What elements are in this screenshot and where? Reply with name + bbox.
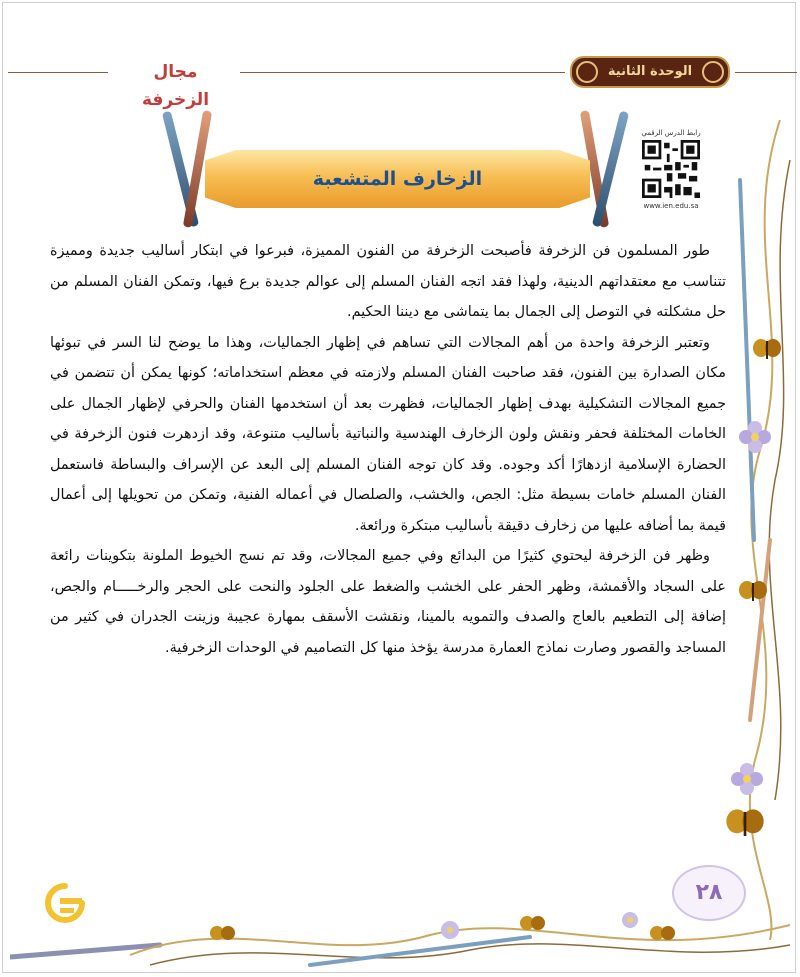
butterfly-icon <box>725 808 765 840</box>
logo-icon <box>42 880 88 926</box>
paragraph: طور المسلمون فن الزخرفة فأصبحت الزخرفة من الفنون المميزة، فبرعوا في ابتكار أساليب جديدة ومميزة تتناسب مع معتقداتهم الدينية، ولهذا فقد اتجه الفنان المسلم إلى عوالم جديدة برع فيها، وتمكن الفنان المسلم من حل مشكلته في التوصل إلى الجمال بما يتماشى مع ديننا الحكيم. <box>50 243 726 320</box>
qr-url[interactable]: www.ien.edu.sa <box>643 202 699 210</box>
lesson-body <box>50 236 726 663</box>
flower-icon <box>738 420 772 454</box>
header-rule-left <box>8 72 108 73</box>
page-number: ٢٨ <box>672 865 746 921</box>
qr-caption: رابط الدرس الرقمي <box>641 129 701 137</box>
lesson-title: الزخارف المتشعبة <box>312 168 483 190</box>
ornament-knot-icon <box>576 61 598 83</box>
butterfly-icon <box>752 338 782 362</box>
header-rule-middle <box>240 72 565 73</box>
flower-icon <box>730 762 764 796</box>
butterfly-icon <box>738 580 768 604</box>
paragraph: وتعتبر الزخرفة واحدة من أهم المجالات التي تساهم في إظهار الجماليات، وهذا ما يوضح لنا السر في تبوئها مكان الصدارة بين الفنون، فقد صاحبت الفنان المسلم ولازمته في معظم استخداماته؛ كونها يمكن أن تتضمن في جميع المجالات التشكيلية بهدف إظهار الجماليات، فظهرت بعد أن استخدمها الفنان والحرفي لإظهار الجمال على الخامات المختلفة فحفر ونقش ولون الزخارف الهندسية والنباتية بأساليب متنوعة، وقد ازدهرت فنون الزخرفة في الحضارة الإسلامية ازدهارًا أكد وجوده. وقد كان توجه الفنان المسلم إلى البعد عن الإسراف والبساطة فاستعمل الفنان المسلم خامات بسيطة مثل: الجص، والخشب، والصلصال في أعماله الفنية، وتمكن من تحويلها إلى أعمال قيمة بما أضافه عليها من زخارف دقيقة بأساليب مبتكرة ورائعة. <box>50 334 726 534</box>
header-rule-right <box>735 72 797 73</box>
ornament-knot-icon <box>702 61 724 83</box>
unit-plaque <box>570 56 730 88</box>
paragraph: وظهر فن الزخرفة ليحتوي كثيرًا من البدائع وفي جميع المجالات، وقد تم نسج الخيوط الملونة بتكوينات رائعة على السجاد والأقمشة، وظهر الحفر على الخشب والضغط على الجلود والنحت على الحجر والرخـــــام والجص، إضافة إلى التطعيم بالعاج والصدف والتمويه بالمينا، ونقشت الأسقف بمهارة عجيبة وزينت الجدران في كثير من المساجد والقصور وصارت نماذج العمارة مدرسة يؤخذ منها كل التصاميم في الوحدات الزخرفية. <box>50 548 726 656</box>
domain-title: مجال الزخرفة <box>141 62 210 110</box>
unit-label: الوحدة الثانية <box>607 64 693 79</box>
bottom-ornament <box>10 895 800 973</box>
qr-code-icon[interactable] <box>642 140 700 198</box>
